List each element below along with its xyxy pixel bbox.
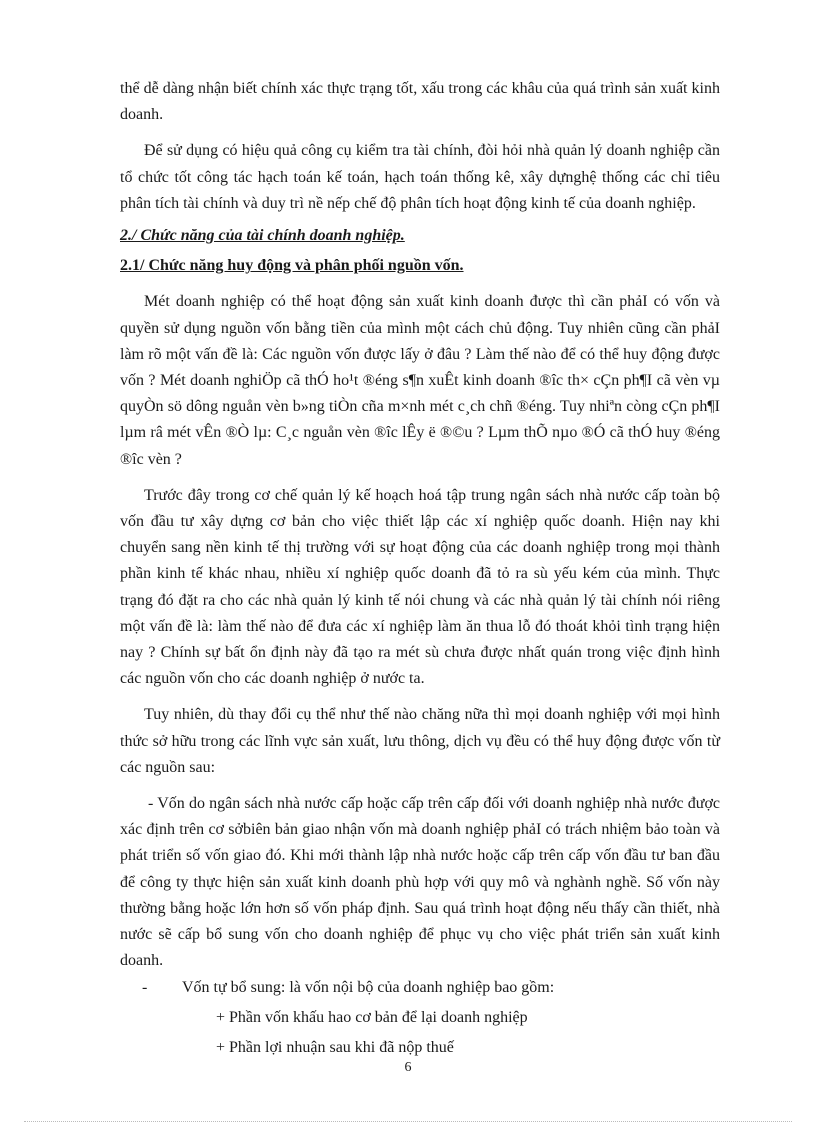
paragraph-financial-control: Để sử dụng có hiệu quả công cụ kiểm tra tài chính, đòi hỏi nhà quản lý doanh nghiệp cần tổ chức tốt công tác hạch toán kế toán, hạch toán thống kê, xây dựnghệ thống các chỉ tiêu phân tích tài chính và duy trì nề nếp chế độ phân tích hoạt động kinh tế của doanh nghiệp. <box>120 142 720 212</box>
sub-item-depreciation: + Phần vốn khấu hao cơ bản để lại doanh nghiệp <box>216 1008 528 1026</box>
paragraph-planned-economy: Trước đây trong cơ chế quản lý kế hoạch hoá tập trung ngân sách nhà nước cấp toàn bộ vốn đầu tư xây dựng cơ bản cho việc thiết lập các xí nghiệp quốc doanh. Hiện nay khi chuyển sang nền kinh tế thị trường với sự hoạt động của các doanh nghiệp trong mọi thành phần kinh tế khác nhau, nhiều xí nghiệp quốc doanh đã tỏ ra sù yếu kém của mình. Thực trạng đó đặt ra cho các nhà quản lý kinh tế nói chung và các nhà quản lý tài chính nói riêng một vấn đề là: làm thế nào để đưa các xí nghiệp làm ăn thua lỗ đó thoát khỏi tình trạng hiện nay ? Chính sự bất ổn định này đã tạo ra mét sù chưa được nhất quán trong việc định hình các nguồn vốn cho các doanh nghiệp ở nước ta. <box>120 486 720 688</box>
page-number: 6 <box>404 1060 412 1075</box>
paragraph-continuation: thể dễ dàng nhận biết chính xác thực trạng tốt, xấu trong các khâu của quá trình sản xuất kinh doanh. <box>120 80 720 124</box>
list-item-state-budget: - Vốn do ngân sách nhà nước cấp hoặc cấp trên cấp đối với doanh nghiệp nhà nước được xác định trên cơ sởbiên bản giao nhận vốn mà doanh nghiệp phảI có trách nhiệm bảo toàn và phát triển số vốn giao đó. Khi mới thành lập nhà nước hoặc cấp trên cấp vốn đầu tư ban đầu để công ty thực hiện sản xuất kinh doanh phù hợp với quy mô và nghành nghề. Số vốn này thường bằng hoặc lớn hơn số vốn pháp định. Sau quá trình hoạt động nếu thấy cần thiết, nhà nước sẽ cấp bổ sung vốn cho doanh nghiệp để phục vụ cho việc phát triển sản xuất kinh doanh. <box>120 795 720 970</box>
list-item-self-funded <box>120 975 720 1001</box>
document-page <box>120 76 720 1061</box>
footer-divider <box>24 1121 792 1122</box>
paragraph-mobilize-capital: Tuy nhiên, dù thay đổi cụ thể như thế nào chăng nữa thì mọi doanh nghiệp với mọi hình thức sở hữu trong các lĩnh vực sản xuất, lưu thông, dịch vụ đều có thể huy động được vốn từ các nguồn sau: <box>120 706 720 776</box>
list-item-text: Vốn tự bổ sung: là vốn nội bộ của doanh nghiệp bao gồm: <box>182 978 555 996</box>
sub-item-profit: + Phần lợi nhuận sau khi đã nộp thuế <box>216 1038 454 1056</box>
dash-bullet: - <box>142 978 148 996</box>
subsection-heading: 2.1/ Chức năng huy động và phân phối nguồn vốn. <box>120 257 464 275</box>
section-heading: 2./ Chức năng của tài chính doanh nghiệp. <box>120 227 405 245</box>
paragraph-capital-sources: Mét doanh nghiệp có thể hoạt động sản xuất kinh doanh được thì cần phảI có vốn và quyền sử dụng nguồn vốn bằng tiền của mình một cách chủ động. Tuy nhiên cũng cần phảI làm rõ một vấn đề là: Các nguồn vốn được lấy ở đâu ? Làm thế nào để có thể huy động được vốn ? Mét doanh nghiÖp cã thÓ ho¹t ®éng s¶n xuÊt kinh doanh ®îc th× cÇn ph¶I cã vèn vµ quyÒn sö dông nguån vèn b»ng tiÒn cña m×nh mét c¸ch chñ ®éng. Tuy nhiªn còng cÇn ph¶I lµm râ mét vÊn ®Ò lµ: C¸c nguån vèn ®îc lÊy ë ®©u ? Lµm thÕ nµo ®Ó cã thÓ huy ®éng ®îc vèn ? <box>120 293 720 468</box>
